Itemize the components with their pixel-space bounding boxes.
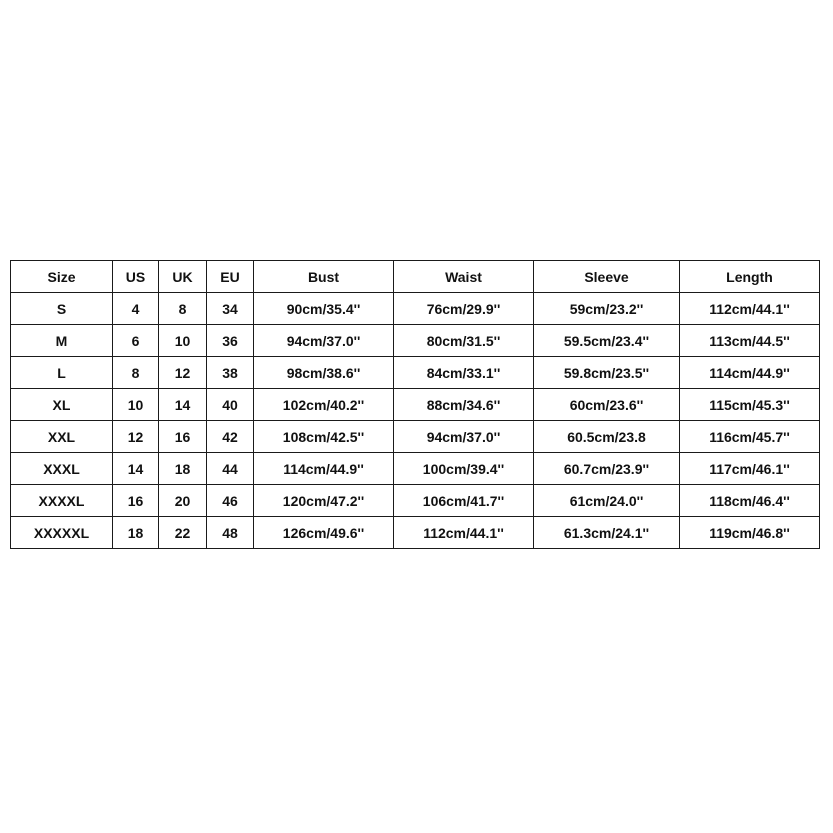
- cell-sleeve: 60cm/23.6'': [534, 389, 680, 421]
- cell-us: 4: [113, 293, 159, 325]
- cell-size: XXL: [11, 421, 113, 453]
- cell-length: 114cm/44.9'': [680, 357, 820, 389]
- column-header-sleeve: Sleeve: [534, 261, 680, 293]
- column-header-eu: EU: [207, 261, 254, 293]
- cell-uk: 12: [159, 357, 207, 389]
- cell-waist: 112cm/44.1'': [394, 517, 534, 549]
- cell-size: XL: [11, 389, 113, 421]
- cell-eu: 46: [207, 485, 254, 517]
- cell-eu: 38: [207, 357, 254, 389]
- cell-eu: 48: [207, 517, 254, 549]
- table-row: [11, 325, 820, 357]
- table-row: [11, 421, 820, 453]
- cell-eu: 44: [207, 453, 254, 485]
- cell-bust: 94cm/37.0'': [254, 325, 394, 357]
- cell-us: 12: [113, 421, 159, 453]
- cell-length: 117cm/46.1'': [680, 453, 820, 485]
- cell-bust: 120cm/47.2'': [254, 485, 394, 517]
- cell-uk: 14: [159, 389, 207, 421]
- cell-us: 10: [113, 389, 159, 421]
- cell-waist: 100cm/39.4'': [394, 453, 534, 485]
- cell-us: 18: [113, 517, 159, 549]
- cell-sleeve: 60.5cm/23.8: [534, 421, 680, 453]
- column-header-uk: UK: [159, 261, 207, 293]
- cell-bust: 98cm/38.6'': [254, 357, 394, 389]
- cell-sleeve: 61.3cm/24.1'': [534, 517, 680, 549]
- cell-sleeve: 59cm/23.2'': [534, 293, 680, 325]
- table-body: [11, 293, 820, 549]
- cell-bust: 90cm/35.4'': [254, 293, 394, 325]
- cell-us: 14: [113, 453, 159, 485]
- cell-waist: 80cm/31.5'': [394, 325, 534, 357]
- column-header-waist: Waist: [394, 261, 534, 293]
- table-row: [11, 357, 820, 389]
- cell-eu: 40: [207, 389, 254, 421]
- column-header-us: US: [113, 261, 159, 293]
- cell-uk: 10: [159, 325, 207, 357]
- cell-length: 112cm/44.1'': [680, 293, 820, 325]
- cell-size: S: [11, 293, 113, 325]
- cell-size: XXXXL: [11, 485, 113, 517]
- cell-length: 119cm/46.8'': [680, 517, 820, 549]
- cell-us: 6: [113, 325, 159, 357]
- table-row: [11, 453, 820, 485]
- cell-eu: 42: [207, 421, 254, 453]
- column-header-length: Length: [680, 261, 820, 293]
- cell-waist: 94cm/37.0'': [394, 421, 534, 453]
- cell-size: XXXXXL: [11, 517, 113, 549]
- cell-length: 118cm/46.4'': [680, 485, 820, 517]
- cell-sleeve: 61cm/24.0'': [534, 485, 680, 517]
- header-row: [11, 261, 820, 293]
- cell-uk: 8: [159, 293, 207, 325]
- cell-length: 115cm/45.3'': [680, 389, 820, 421]
- cell-waist: 106cm/41.7'': [394, 485, 534, 517]
- cell-waist: 84cm/33.1'': [394, 357, 534, 389]
- cell-waist: 76cm/29.9'': [394, 293, 534, 325]
- cell-size: XXXL: [11, 453, 113, 485]
- cell-eu: 34: [207, 293, 254, 325]
- cell-uk: 16: [159, 421, 207, 453]
- table-row: [11, 293, 820, 325]
- table-row: [11, 389, 820, 421]
- size-chart-table: [10, 260, 820, 549]
- cell-eu: 36: [207, 325, 254, 357]
- cell-uk: 18: [159, 453, 207, 485]
- cell-bust: 114cm/44.9'': [254, 453, 394, 485]
- cell-sleeve: 59.5cm/23.4'': [534, 325, 680, 357]
- cell-bust: 102cm/40.2'': [254, 389, 394, 421]
- cell-length: 113cm/44.5'': [680, 325, 820, 357]
- cell-bust: 108cm/42.5'': [254, 421, 394, 453]
- cell-us: 16: [113, 485, 159, 517]
- cell-length: 116cm/45.7'': [680, 421, 820, 453]
- cell-sleeve: 59.8cm/23.5'': [534, 357, 680, 389]
- cell-uk: 22: [159, 517, 207, 549]
- cell-sleeve: 60.7cm/23.9'': [534, 453, 680, 485]
- column-header-size: Size: [11, 261, 113, 293]
- cell-bust: 126cm/49.6'': [254, 517, 394, 549]
- table-row: [11, 485, 820, 517]
- cell-size: L: [11, 357, 113, 389]
- table-row: [11, 517, 820, 549]
- cell-us: 8: [113, 357, 159, 389]
- cell-uk: 20: [159, 485, 207, 517]
- cell-waist: 88cm/34.6'': [394, 389, 534, 421]
- column-header-bust: Bust: [254, 261, 394, 293]
- cell-size: M: [11, 325, 113, 357]
